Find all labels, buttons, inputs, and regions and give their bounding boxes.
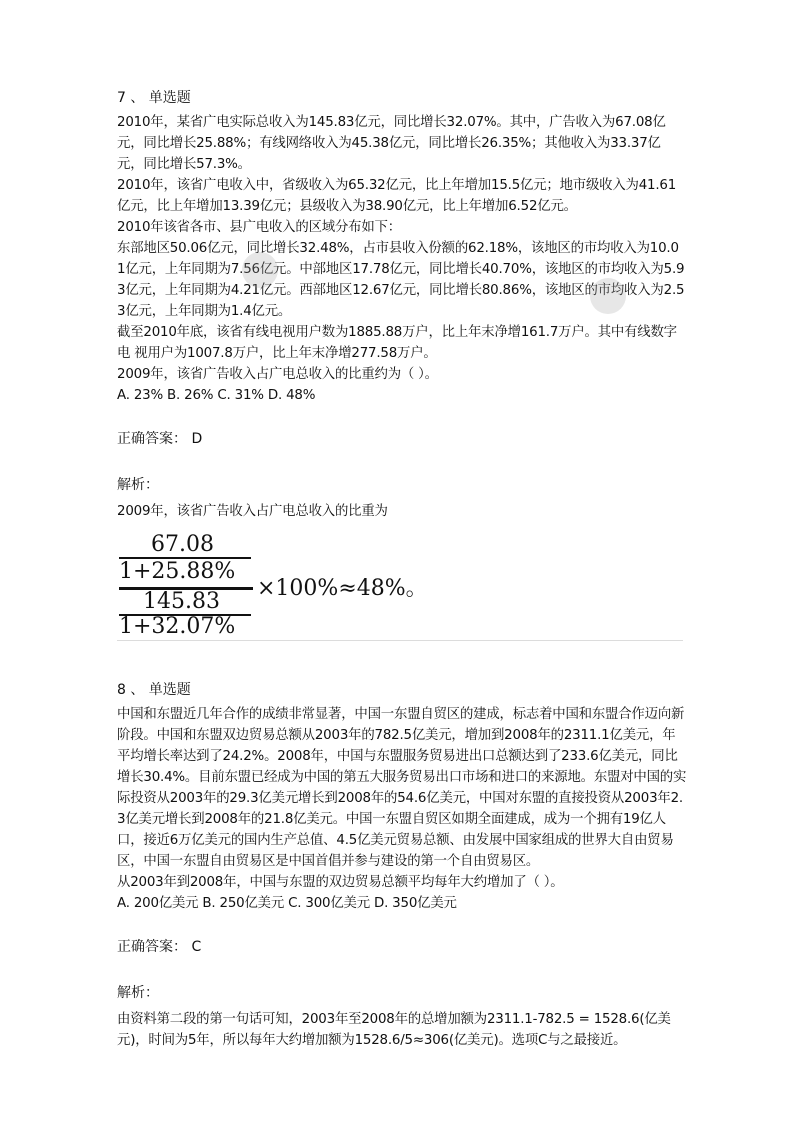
- analysis-text: 由资料第二段的第一句话可知，2003年至2008年的总增加额为2311.1-782.5 = 1528.6(亿美元)，时间为5年，所以每年大约增加额为1528.6/5≈306(亿美元)。选项C与之最接近。: [117, 1012, 671, 1048]
- formula-numerator-top: 67.08: [151, 532, 214, 557]
- analysis-label: 解析：: [117, 985, 159, 1001]
- question-number: 8 、 单选题: [117, 682, 191, 698]
- analysis-text: 2009年，该省广告收入占广电总收入的比重为: [117, 504, 388, 519]
- question-paragraph: 2010年该省各市、县广电收入的区域分布如下：: [117, 220, 401, 235]
- answer-options: A. 200亿美元 B. 250亿美元 C. 300亿美元 D. 350亿美元: [117, 896, 457, 911]
- formula-denominator-bottom: 1+32.07%: [119, 614, 236, 639]
- formula-denominator-top: 145.83: [143, 589, 220, 614]
- watermark-stamp: [590, 278, 626, 314]
- question-8: [117, 680, 687, 1051]
- question-paragraph: 截至2010年底，该省有线电视用户数为1885.88万户，比上年末净增161.7万户。其中有线数字电 视用户为1007.8万户，比上年末净增277.58万户。: [117, 325, 677, 361]
- question-paragraph: 2010年，某省广电实际总收入为145.83亿元，同比增长32.07%。其中，广告收入为67.08亿元，同比增长25.88%；有线网络收入为45.38亿元，同比增长26.35%；其他收入为33.37亿元，同比增长57.3%。: [117, 115, 666, 172]
- question-stem: 2009年，该省广告收入占广电总收入的比重约为（ ）。: [117, 367, 438, 382]
- formula-result: ×100%≈48%。: [257, 576, 428, 601]
- question-divider: [117, 640, 683, 641]
- answer-options: A. 23% B. 26% C. 31% D. 48%: [117, 388, 316, 403]
- question-paragraph: 中国和东盟近几年合作的成绩非常显著，中国一东盟自贸区的建成，标志着中国和东盟合作迈向新阶段。中国和东盟双边贸易总额从2003年的782.5亿美元，增加到2008年的2311.1亿美元，年平均增长率达到了24.2%。2008年，中国与东盟服务贸易进出口总额达到了233.6亿美元，同比增长30.4%。目前东盟已经成为中国的第五大服务贸易出口市场和进口的来源地。东盟对中国的实际投资从2003年的29.3亿美元增长到2008年的54.6亿美元，中国对东盟的直接投资从2003年2.3亿美元增长到2008年的21.8亿美元。中国一东盟自贸区如期全面建成，成为一个拥有19亿人口，接近6万亿美元的国内生产总值、4.5亿美元贸易总额、由发展中国家组成的世界大自由贸易区，中国一东盟自由贸易区是中国首倡并参与建设的第一个自由贸易区。: [117, 707, 687, 869]
- question-number: 7 、 单选题: [117, 90, 191, 106]
- correct-answer: 正确答案： D: [117, 431, 203, 447]
- question-7: [117, 88, 687, 642]
- question-paragraph: 2010年，该省广电收入中，省级收入为65.32亿元，比上年增加15.5亿元；地市级收入为41.61亿元，比上年增加13.39亿元；县级收入为38.90亿元，比上年增加6.52亿元。: [117, 178, 677, 214]
- question-stem: 从2003年到2008年，中国与东盟的双边贸易总额平均每年大约增加了（ ）。: [117, 875, 564, 890]
- watermark-stamp: [242, 252, 278, 288]
- ratio-formula: [117, 532, 447, 642]
- analysis-label: 解析：: [117, 477, 159, 493]
- correct-answer: 正确答案： C: [117, 939, 202, 955]
- question-paragraph: 东部地区50.06亿元，同比增长32.48%，占市县收入份额的62.18%，该地区的市均收入为10.01亿元，上年同期为7.56亿元。中部地区17.78亿元，同比增长40.70%，该地区的市均收入为5.93亿元，上年同期为4.21亿元。西部地区12.67亿元，同比增长80.86%，该地区的市均收入为2.53亿元，上年同期为1.4亿元。: [117, 241, 685, 319]
- formula-numerator-bottom: 1+25.88%: [119, 559, 236, 584]
